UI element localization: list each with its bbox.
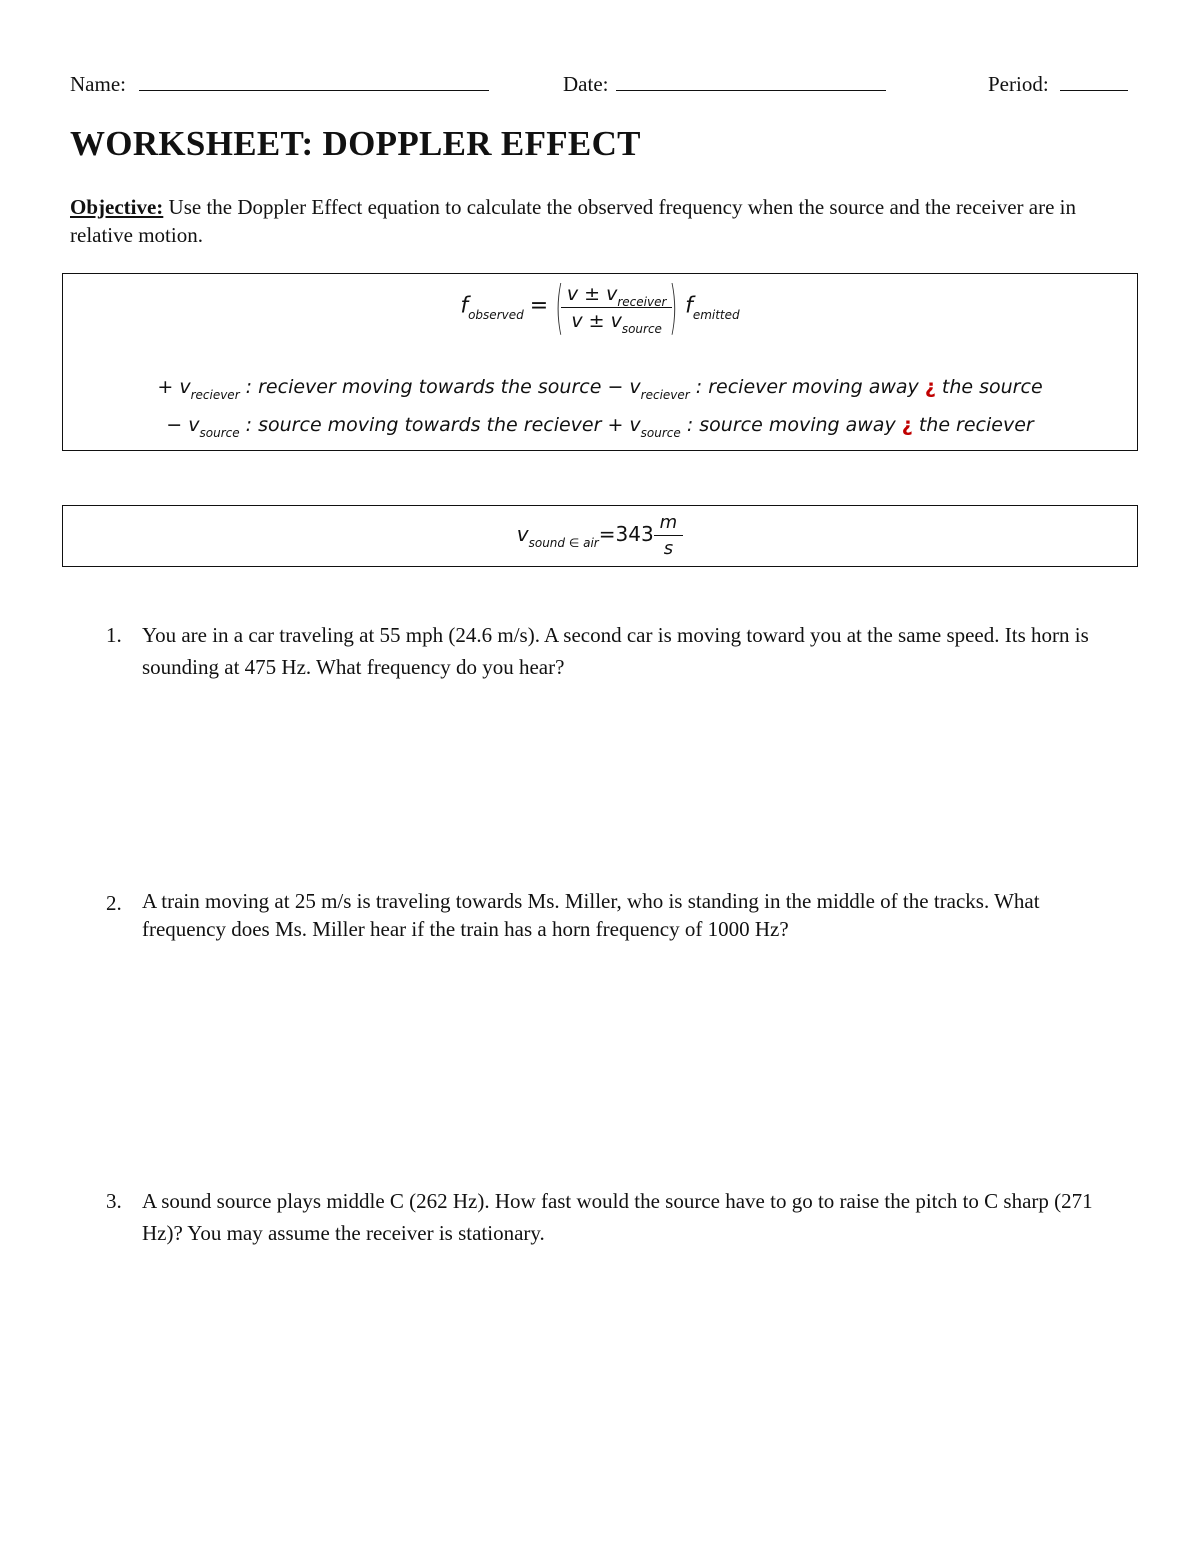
question-text: You are in a car traveling at 55 mph (24.6 m/s). A second car is moving toward you at the same speed. Its horn is sounding at 475 Hz. What frequency do you hear? — [142, 623, 1089, 679]
name-field[interactable] — [70, 72, 489, 97]
question-2 — [106, 887, 1116, 943]
fraction-denominator — [561, 308, 673, 336]
right-paren: ) — [669, 273, 678, 341]
question-number: 3. — [106, 1189, 122, 1213]
period-field[interactable] — [988, 72, 1128, 97]
question-1 — [106, 619, 1116, 683]
source-sign-rule — [63, 414, 1137, 440]
rule1-part-b: : reciever moving towards the source − v — [239, 376, 641, 398]
left-paren: ( — [555, 273, 564, 341]
page-title: WORKSHEET: DOPPLER EFFECT — [70, 124, 641, 163]
equals-sign: = — [529, 293, 549, 319]
fraction-numerator — [561, 283, 673, 308]
objective-text: Use the Doppler Effect equation to calculate the observed frequency when the source and the receiver are in relative motion. — [70, 195, 1076, 247]
objective — [70, 193, 1130, 249]
numerator-text: v ± v — [566, 282, 618, 305]
date-field[interactable] — [563, 72, 886, 97]
receiver-sign-rule — [63, 376, 1137, 402]
f-symbol: f — [460, 293, 469, 319]
doppler-equation — [63, 273, 1137, 341]
period-label: Period: — [988, 72, 1049, 96]
speed-of-sound-box — [62, 505, 1138, 567]
objective-label: Objective: — [70, 195, 164, 219]
emitted-subscript: emitted — [692, 307, 740, 322]
unit-denominator: s — [663, 538, 674, 559]
unit-numerator: m — [654, 512, 684, 536]
unit-fraction — [654, 512, 684, 559]
rule2-sub-b: source — [640, 426, 681, 440]
question-text: A train moving at 25 m/s is traveling towards Ms. Miller, who is standing in the middle of the tracks. What frequency does Ms. Miller hear if the train has a horn frequency of 1000 Hz? — [142, 889, 1040, 941]
speed-value: =343 — [598, 522, 654, 546]
date-blank[interactable] — [616, 72, 886, 91]
rule1-part-d: the source — [935, 376, 1043, 398]
rule2-part-a: − v — [166, 414, 200, 436]
question-3 — [106, 1185, 1116, 1249]
question-number: 2. — [106, 891, 122, 915]
rule1-part-a: + v — [157, 376, 191, 398]
velocity-fraction — [561, 282, 673, 336]
date-label: Date: — [563, 72, 609, 96]
v-symbol: v — [516, 522, 529, 546]
sound-air-subscript: sound ∈ air — [528, 536, 599, 550]
rule1-sub-b: reciever — [640, 388, 690, 402]
rule2-part-c: : source moving away — [680, 414, 902, 436]
question-text: A sound source plays middle C (262 Hz). How fast would the source have to go to raise the pitch to C sharp (271 Hz)? You may assume the receiver is stationary. — [142, 1189, 1093, 1245]
receiver-subscript: receiver — [617, 294, 667, 309]
period-blank[interactable] — [1060, 72, 1128, 91]
rule2-part-d: the reciever — [912, 414, 1034, 436]
observed-subscript: observed — [468, 307, 524, 322]
source-subscript: source — [621, 321, 662, 336]
name-label: Name: — [70, 72, 126, 96]
doppler-formula-box — [62, 273, 1138, 451]
rule2-red-mark: ¿ — [901, 414, 913, 436]
rule2-sub-a: source — [199, 426, 240, 440]
rule2-part-b: : source moving towards the reciever + v — [239, 414, 641, 436]
rule1-red-mark: ¿ — [924, 376, 936, 398]
rule1-sub-a: reciever — [190, 388, 240, 402]
question-number: 1. — [106, 623, 122, 647]
rule1-part-c: : reciever moving away — [689, 376, 925, 398]
name-blank[interactable] — [139, 72, 489, 91]
denominator-text: v ± v — [571, 309, 622, 332]
f-emitted-symbol: f — [685, 293, 693, 319]
speed-of-sound-equation — [63, 512, 1137, 559]
